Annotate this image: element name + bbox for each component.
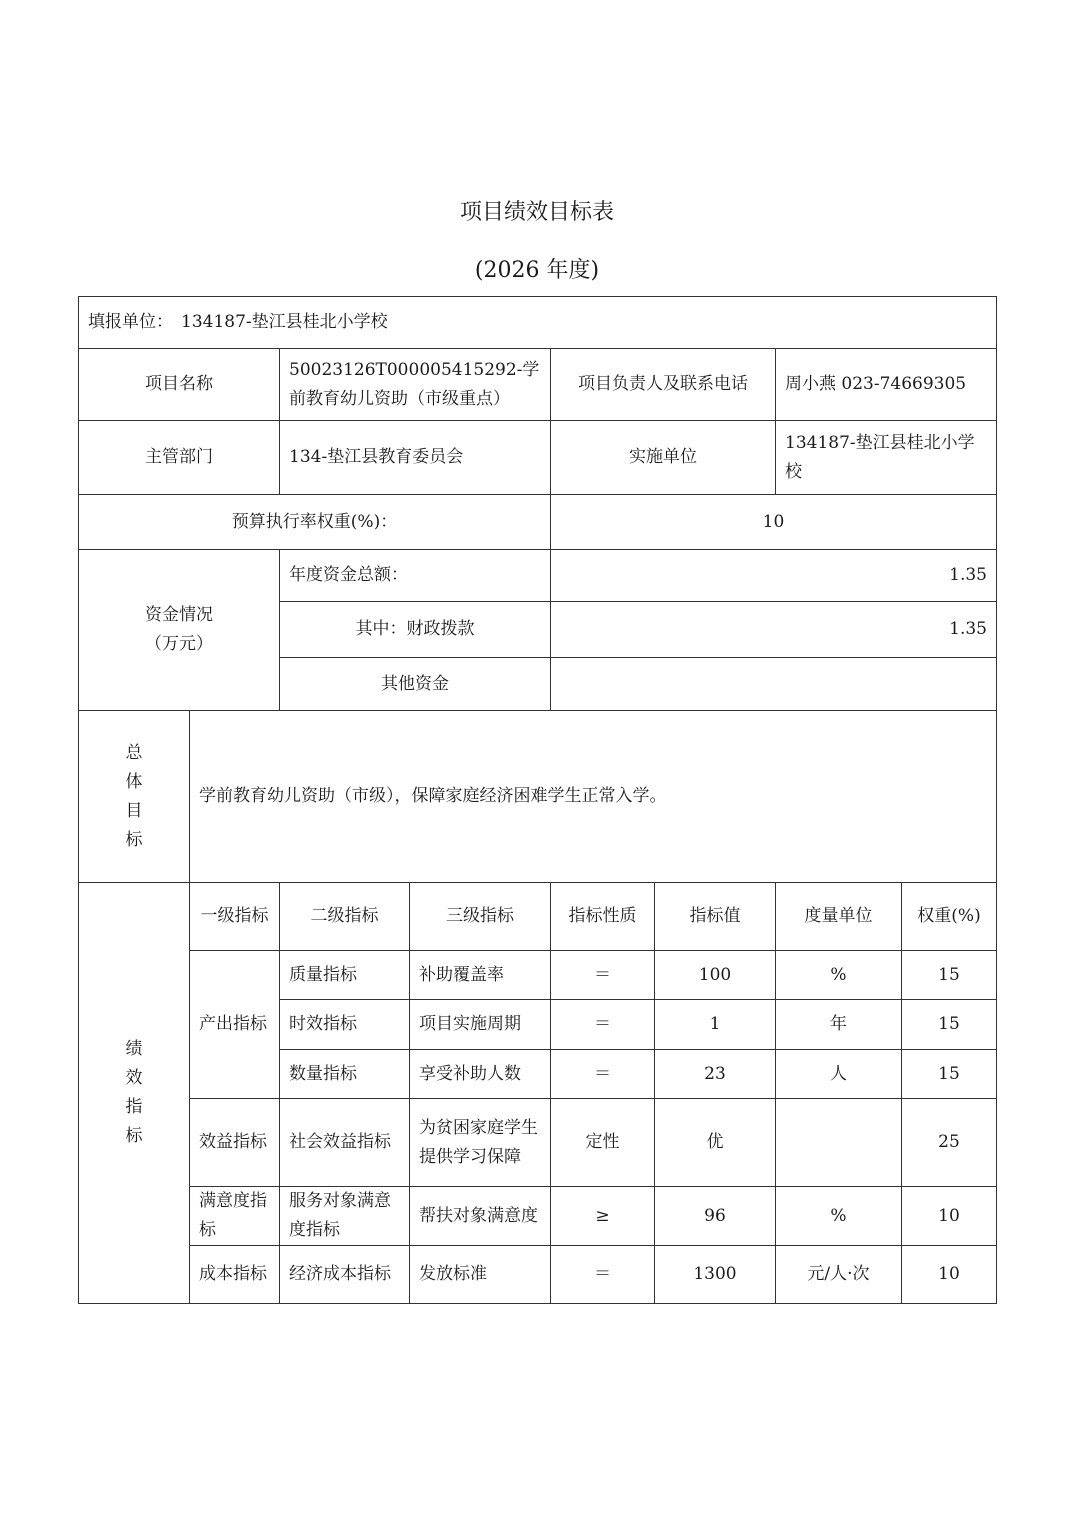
row0-nature: ＝: [550, 950, 655, 1000]
row1-weight: 15: [901, 999, 997, 1050]
row3-level3: 为贫困家庭学生提供学习保障: [409, 1098, 551, 1187]
row0-unit: %: [775, 950, 902, 1000]
row3-unit: [775, 1098, 902, 1187]
row1-unit: 年: [775, 999, 902, 1050]
indicators-char: 效: [125, 1068, 143, 1088]
reporting-unit-value: 134187-垫江县桂北小学校: [181, 312, 388, 332]
funds-section-label: [78, 549, 280, 711]
overall-goal-char: 目: [125, 800, 143, 821]
row2-level3: 享受补助人数: [409, 1049, 551, 1099]
row5-level2: 经济成本指标: [279, 1245, 410, 1304]
row2-nature: ＝: [550, 1049, 655, 1099]
total-funds-value: 1.35: [550, 549, 997, 602]
other-funds-value: [550, 657, 997, 711]
project-contact-value: 周小燕 023-74669305: [775, 348, 997, 421]
impl-unit-label: 实施单位: [550, 420, 776, 495]
row4-unit: %: [775, 1186, 902, 1246]
row3-weight: 25: [901, 1098, 997, 1187]
reporting-unit-label: 填报单位：: [88, 312, 173, 332]
budget-weight-label: 预算执行率权重(%)：: [78, 494, 551, 550]
fiscal-funds-label: 其中：财政拨款: [279, 601, 551, 658]
document-subtitle: (2026 年度): [474, 258, 600, 283]
indicators-char: 标: [125, 1126, 143, 1146]
dept-label: 主管部门: [78, 420, 280, 495]
overall-goal-char: 体: [125, 771, 143, 792]
reporting-unit-row: [78, 296, 997, 349]
overall-goal-text: 学前教育幼儿资助（市级），保障家庭经济困难学生正常入学。: [189, 710, 997, 883]
total-funds-label: 年度资金总额：: [279, 549, 551, 602]
row4-nature: ≥: [550, 1186, 655, 1246]
row0-value: 100: [654, 950, 776, 1000]
row4-value: 96: [654, 1186, 776, 1246]
row3-level1: 效益指标: [189, 1098, 280, 1187]
row4-level1: 满意度指标: [189, 1186, 280, 1246]
indicators-label: [78, 882, 190, 1304]
header-unit: 度量单位: [775, 882, 902, 951]
row3-level2: 社会效益指标: [279, 1098, 410, 1187]
overall-goal-char: 总: [125, 742, 143, 763]
row2-value: 23: [654, 1049, 776, 1099]
row4-level3: 帮扶对象满意度: [409, 1186, 551, 1246]
impl-unit-value: 134187-垫江县桂北小学校: [775, 420, 997, 495]
project-name-label: 项目名称: [78, 348, 280, 421]
row2-level2: 数量指标: [279, 1049, 410, 1099]
row3-value: 优: [654, 1098, 776, 1187]
row5-level1: 成本指标: [189, 1245, 280, 1304]
header-weight: 权重(%): [901, 882, 997, 951]
header-nature: 指标性质: [550, 882, 655, 951]
row5-weight: 10: [901, 1245, 997, 1304]
row4-weight: 10: [901, 1186, 997, 1246]
project-contact-label: 项目负责人及联系电话: [550, 348, 776, 421]
fiscal-funds-value: 1.35: [550, 601, 997, 658]
row4-level2: 服务对象满意度指标: [279, 1186, 410, 1246]
indicators-char: 指: [125, 1097, 143, 1117]
row2-weight: 15: [901, 1049, 997, 1099]
row0-level3: 补助覆盖率: [409, 950, 551, 1000]
overall-goal-label: [78, 710, 190, 883]
output-indicator-group: 产出指标: [189, 950, 280, 1099]
row0-level2: 质量指标: [279, 950, 410, 1000]
header-level1: 一级指标: [189, 882, 280, 951]
row1-value: 1: [654, 999, 776, 1050]
row1-level3: 项目实施周期: [409, 999, 551, 1050]
row0-weight: 15: [901, 950, 997, 1000]
row1-nature: ＝: [550, 999, 655, 1050]
row5-level3: 发放标准: [409, 1245, 551, 1304]
project-name-value: 50023126T000005415292-学前教育幼儿资助（市级重点）: [279, 348, 551, 421]
dept-value: 134-垫江县教育委员会: [279, 420, 551, 495]
row5-nature: ＝: [550, 1245, 655, 1304]
funds-label-line2: （万元）: [145, 634, 213, 654]
row5-value: 1300: [654, 1245, 776, 1304]
indicators-char: 绩: [125, 1039, 143, 1059]
funds-label-line1: 资金情况: [145, 605, 213, 625]
header-value: 指标值: [654, 882, 776, 951]
header-level2: 二级指标: [279, 882, 410, 951]
row3-nature: 定性: [550, 1098, 655, 1187]
overall-goal-char: 标: [125, 829, 143, 850]
other-funds-label: 其他资金: [279, 657, 551, 711]
row1-level2: 时效指标: [279, 999, 410, 1050]
budget-weight-value: 10: [550, 494, 997, 550]
row5-unit: 元/人·次: [775, 1245, 902, 1304]
header-level3: 三级指标: [409, 882, 551, 951]
row2-unit: 人: [775, 1049, 902, 1099]
document-title: 项目绩效目标表: [459, 200, 614, 225]
